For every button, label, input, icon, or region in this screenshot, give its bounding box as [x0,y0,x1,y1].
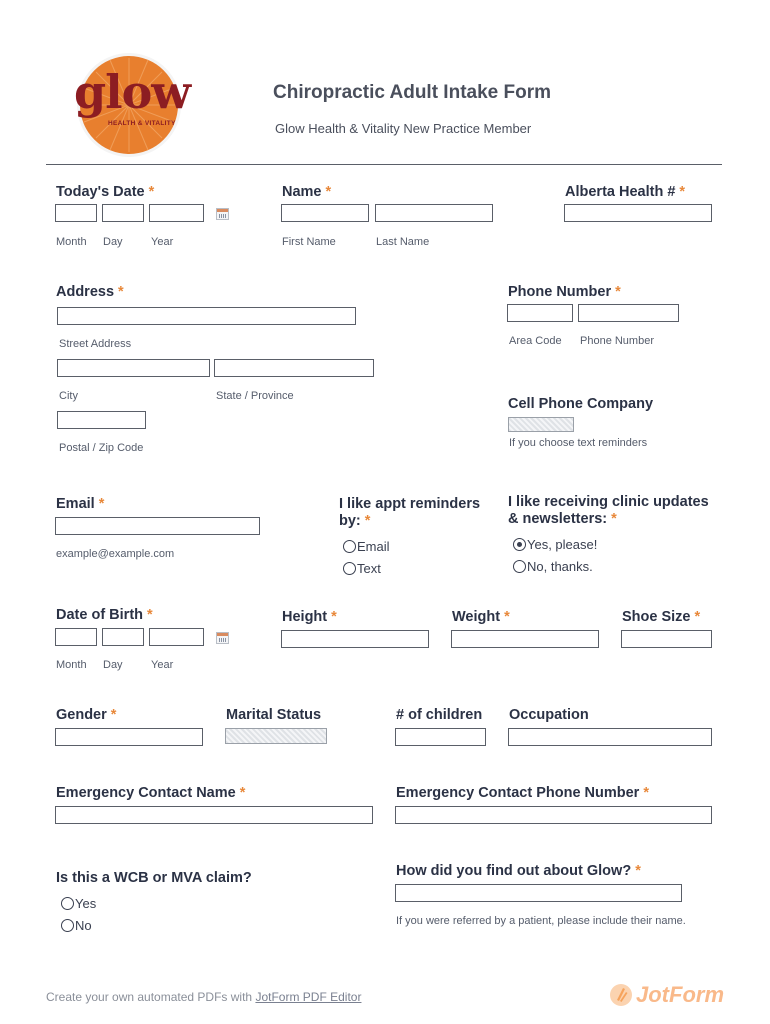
children-input[interactable] [395,728,486,746]
occupation-input[interactable] [508,728,712,746]
find-out-hint: If you were referred by a patient, please include their name. [396,915,686,927]
address-label: Address * [56,284,124,300]
dob-year-sublabel: Year [151,659,174,671]
wcb-mva-label: Is this a WCB or MVA claim? [56,870,252,886]
wcb-option-yes[interactable]: Yes [61,896,96,911]
wcb-option-no[interactable]: No [61,918,92,933]
dob-day-sublabel: Day [103,659,123,671]
jotform-logo-icon [609,983,633,1007]
todays-date-day-input[interactable] [102,204,144,222]
todays-date-month-input[interactable] [55,204,97,222]
email-placeholder: example@example.com [56,548,175,560]
state-input[interactable] [214,359,374,377]
page-title: Chiropractic Adult Intake Form [273,82,551,103]
weight-input[interactable] [451,630,599,648]
dob-month-sublabel: Month [56,659,87,671]
radio-circle-icon[interactable] [343,562,356,575]
city-input[interactable] [57,359,210,377]
jotform-pdf-editor-link[interactable]: JotForm PDF Editor [255,990,362,1004]
dob-day-input[interactable] [102,628,144,646]
area-code-sublabel: Area Code [509,335,562,347]
reminder-option-email[interactable]: Email [343,539,390,554]
radio-circle-icon[interactable] [61,919,74,932]
children-label: # of children [396,707,483,723]
todays-date-day-sublabel: Day [103,236,123,248]
reminder-option-text[interactable]: Text [343,561,381,576]
todays-date-year-input[interactable] [149,204,204,222]
find-out-label: How did you find out about Glow? * [396,863,641,879]
cell-phone-company-hint: If you choose text reminders [509,437,648,449]
radio-circle-icon[interactable] [343,540,356,553]
alberta-health-input[interactable] [564,204,712,222]
todays-date-label: Today's Date * [56,184,155,200]
alberta-health-label: Alberta Health # * [565,184,686,200]
gender-label: Gender * [56,707,117,723]
last-name-input[interactable] [375,204,493,222]
street-address-sublabel: Street Address [59,338,132,350]
phone-number-label: Phone Number * [508,284,621,300]
cell-phone-company-label: Cell Phone Company [508,396,654,412]
area-code-input[interactable] [507,304,573,322]
height-label: Height * [282,609,337,625]
weight-label: Weight * [452,609,510,625]
todays-date-year-sublabel: Year [151,236,174,248]
radio-selected-icon[interactable] [513,538,526,551]
marital-status-select[interactable] [225,728,327,744]
updates-option-no[interactable]: No, thanks. [513,559,593,574]
radio-circle-icon[interactable] [61,897,74,910]
state-sublabel: State / Province [216,390,294,402]
emergency-name-label: Emergency Contact Name * [56,785,246,801]
email-label: Email * [56,496,105,512]
first-name-sublabel: First Name [282,236,336,248]
postal-code-input[interactable] [57,411,146,429]
page-subtitle: Glow Health & Vitality New Practice Member [275,121,532,136]
calendar-icon[interactable] [216,632,229,644]
radio-circle-icon[interactable] [513,560,526,573]
first-name-input[interactable] [281,204,369,222]
emergency-name-input[interactable] [55,806,373,824]
postal-code-sublabel: Postal / Zip Code [59,442,144,454]
updates-label: I like receiving clinic updates & newsletters: * [508,494,709,527]
gender-input[interactable] [55,728,203,746]
phone-number-input[interactable] [578,304,679,322]
emergency-phone-label: Emergency Contact Phone Number * [396,785,649,801]
reminders-label: I like appt reminders by: * [339,496,481,529]
dob-year-input[interactable] [149,628,204,646]
find-out-input[interactable] [395,884,682,902]
city-sublabel: City [59,390,78,402]
marital-status-label: Marital Status [226,707,322,723]
logo-word: glow [74,65,190,119]
cell-phone-company-select[interactable] [508,417,574,432]
street-address-input[interactable] [57,307,356,325]
occupation-label: Occupation [509,707,589,723]
jotform-brand: JotForm [636,982,724,1007]
phone-number-sublabel: Phone Number [580,335,654,347]
shoe-size-label: Shoe Size * [622,609,701,625]
emergency-phone-input[interactable] [395,806,712,824]
calendar-icon[interactable] [216,208,229,220]
dob-label: Date of Birth * [56,607,153,623]
height-input[interactable] [281,630,429,648]
updates-option-yes[interactable]: Yes, please! [513,537,597,552]
todays-date-month-sublabel: Month [56,236,87,248]
shoe-size-input[interactable] [621,630,712,648]
footer-text: Create your own automated PDFs with JotForm PDF Editor [46,990,362,1004]
dob-month-input[interactable] [55,628,97,646]
email-input[interactable] [55,517,260,535]
header-divider [46,164,722,165]
logo-tagline: HEALTH & VITALITY [108,120,176,127]
name-label: Name * [282,184,332,200]
last-name-sublabel: Last Name [376,236,430,248]
